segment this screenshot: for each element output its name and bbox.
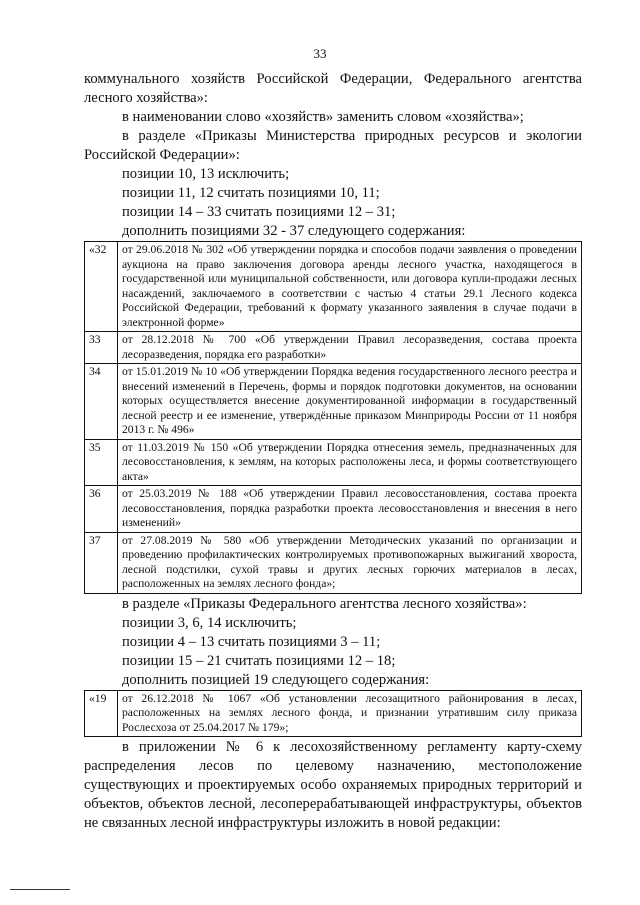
footnote-rule [10,889,70,890]
table-row [85,486,582,533]
paragraph: позиции 14 – 33 считать позициями 12 – 31; [122,204,396,220]
position-number: 37 [85,532,118,593]
position-number: 34 [85,364,118,440]
position-number: 35 [85,439,118,486]
position-text: от 27.08.2019 № 580 «Об утверждении Методических указаний по организации и проведению профилактических контролируемых противопожарных выжиганий хвороста, лесной подстилки, сухой травы и других лесных горючих материалов в лесах, расположенных на землях лесного фонда»; [118,532,582,593]
position-number: «19 [85,690,118,737]
paragraph: позиции 3, 6, 14 исключить; [122,614,297,631]
table-row [85,332,582,364]
table-row [85,242,582,332]
paragraph: в наименовании слово «хозяйств» заменить словом «хозяйства»; [122,109,524,125]
table-row [85,439,582,486]
paragraphs-middle [84,595,582,690]
position-text: от 15.01.2019 № 10 «Об утверждении Порядка ведения государственного лесного реестра и внесений изменений в Перечень, формы и порядок подготовки документов, на основании которых осуществляется внесение документированной информации в государственный лесной реестр и ее изменение, утверждённые приказом Минприроды России от 11 ноября 2013 г. № 496» [118,364,582,440]
paragraph: позиции 11, 12 считать позициями 10, 11; [122,185,380,201]
table-row [85,364,582,440]
paragraph: в разделе «Приказы Федерального агентства лесного хозяйства»: [122,595,527,612]
paragraph: позиции 4 – 13 считать позициями 3 – 11; [122,633,381,650]
position-text: от 28.12.2018 № 700 «Об утверждении Правил лесоразведения, состава проекта лесоразведения, порядка его разработки» [118,332,582,364]
paragraphs-top [84,70,582,241]
paragraph: позиции 10, 13 исключить; [122,166,290,182]
position-text: от 25.03.2019 № 188 «Об утверждении Правил лесовосстановления, состава проекта лесовосстановления, порядка разработки проекта лесовосстановления и внесения в него изменений» [118,486,582,533]
position-number: «32 [85,242,118,332]
paragraph: в разделе «Приказы Министерства природных ресурсов и экологии Российской Федерации»: [84,128,582,163]
position-number: 36 [85,486,118,533]
position-text: от 29.06.2018 № 302 «Об утверждении порядка и способов подачи заявления о проведении аукциона на право заключения договора аренды лесного участка, находящегося в государственной или муниципальной собственности, или договора купли-продажи лесных насаждений, заключаемого в соответствии с частью 4 статьи 29.1 Лесного кодекса Российской Федерации, требований к формату указанного заявления в случае подачи в электронной форме» [118,242,582,332]
table-row [85,690,582,737]
paragraph: в приложении № 6 к лесохозяйственному регламенту карту-схему распределения лесов по целевому назначению, местоположение существующих и проектируемых особо охраняемых природных территорий и объектов, объектов лесной, лесоперерабатывающей инфраструктуры, объектов не связанных лесной инфраструктуры изложить в новой редакции: [84,739,582,831]
positions-table-rosleshoz [84,690,582,738]
position-number: 33 [85,332,118,364]
document-body [84,70,582,833]
position-text: от 26.12.2018 № 1067 «Об установлении лесозащитного районирования в лесах, расположенных на землях лесного фонда, и признании утратившим силу приказа Рослесхоза от 25.04.2017 № 179»; [118,690,582,737]
paragraph: дополнить позициями 32 - 37 следующего содержания: [122,223,466,239]
paragraph: позиции 15 – 21 считать позициями 12 – 18; [122,652,396,669]
paragraph: дополнить позицией 19 следующего содержания: [122,671,430,688]
table-row [85,532,582,593]
page-number: 33 [313,46,327,61]
positions-table-minprirody [84,241,582,594]
position-text: от 11.03.2019 № 150 «Об утверждении Порядка отнесения земель, предназначенных для лесовосстановления, к землям, на которых расположены леса, и формы соответствующего акта» [118,439,582,486]
paragraph: коммунального хозяйств Российской Федерации, Федерального агентства лесного хозяйства»: [84,71,582,106]
paragraphs-bottom [84,738,582,833]
